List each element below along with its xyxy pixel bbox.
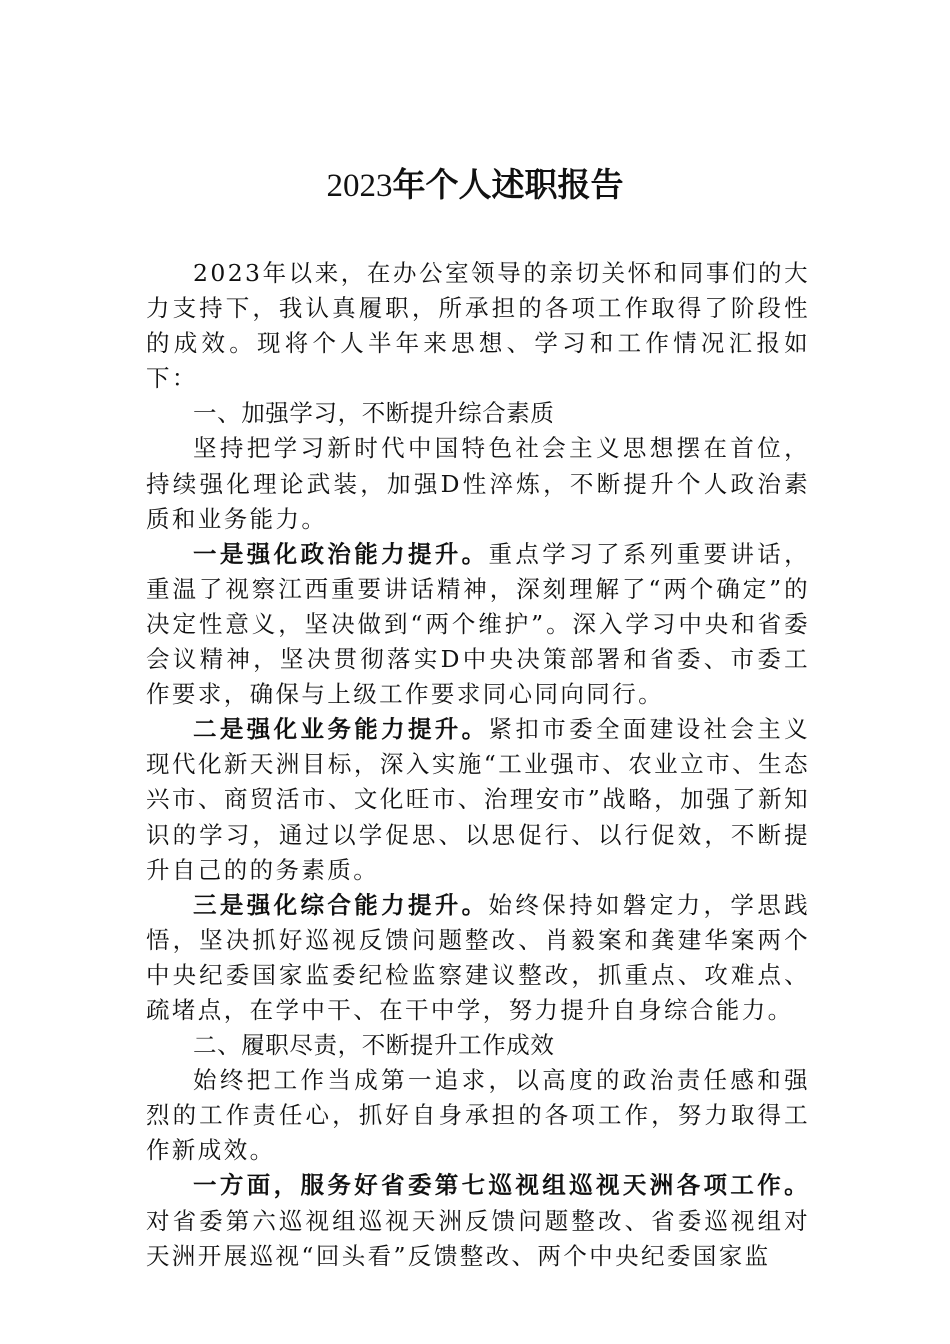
item-lead: 二是强化业务能力提升。 [193, 715, 489, 744]
section-2-paragraph: 始终把工作当成第一追求，以高度的政治责任感和强烈的工作责任心，抓好自身承担的各项工作，努力取得工作新成效。 [146, 1066, 810, 1165]
page-title [0, 163, 950, 208]
item-body: 紧扣市委全面建设社会主义现代化新天洲目标，深入实施“工业强市、农业立市、生态兴市、商贸活市、文化旺市、治理安市”战略，加强了新知识的学习，通过以学促思、以思促行、以行促效，不断提升自己的的务素质。 [146, 715, 810, 884]
item-lead: 一是强化政治能力提升。 [193, 539, 489, 568]
section-1-paragraph: 坚持把学习新时代中国特色社会主义思想摆在首位，持续强化理论武装，加强D性淬炼，不断提升个人政治素质和业务能力。 [146, 434, 810, 533]
item-body: 重点学习了系列重要讲话，重温了视察江西重要讲话精神，深刻理解了“两个确定”的决定性意义，坚决做到“两个维护”。深入学习中央和省委会议精神，坚决贯彻落实D中央决策部署和省委、市委工作要求，确保与上级工作要求同心同向同行。 [146, 539, 810, 709]
section-1-item-1 [146, 537, 810, 712]
title-year: 2023 [326, 168, 393, 204]
document-body [146, 256, 810, 1274]
item-lead: 一方面，服务好省委第七巡视组巡视天洲各项工作。 [193, 1171, 810, 1200]
section-2-heading: 二、履职尽责，不断提升工作成效 [193, 1031, 555, 1060]
item-body: 对省委第六巡视组巡视天洲反馈问题整改、省委巡视组对天洲开展巡视“回头看”反馈整改、两个中央纪委国家监 [146, 1206, 810, 1270]
item-lead: 三是强化综合能力提升。 [193, 890, 489, 919]
title-text: 年个人述职报告 [392, 165, 624, 204]
section-1-heading: 一、加强学习，不断提升综合素质 [193, 399, 555, 428]
intro-paragraph: 2023年以来，在办公室领导的亲切关怀和同事们的大力支持下，我认真履职，所承担的各项工作取得了阶段性的成效。现将个人半年来思想、学习和工作情况汇报如下： [146, 259, 810, 393]
section-2-item-1 [146, 1168, 810, 1273]
section-1-item-2 [146, 712, 810, 887]
section-1-item-3 [146, 888, 810, 1028]
item-body: 始终保持如磐定力，学思践悟，坚决抓好巡视反馈问题整改、肖毅案和龚建华案两个中央纪委国家监委纪检监察建议整改，抓重点、攻难点、疏堵点，在学中干、在干中学，努力提升自身综合能力。 [146, 890, 810, 1024]
